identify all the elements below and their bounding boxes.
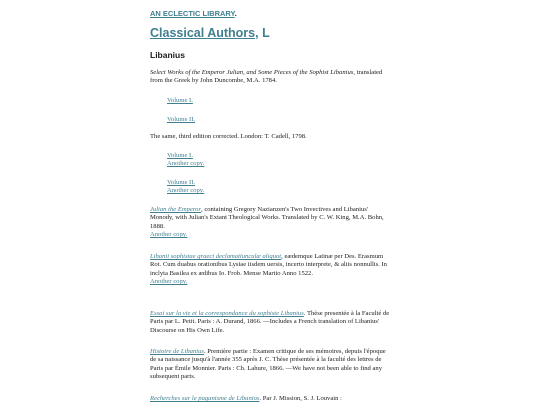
- entry-libanii-declamatiunculae: [150, 253, 392, 287]
- page-title-letter: , L: [255, 26, 270, 40]
- third-edition-volume-2-link[interactable]: Volume II.: [167, 179, 196, 186]
- site-header-dot: .: [234, 9, 237, 18]
- third-edition-volume-1-copy-link[interactable]: Another copy.: [167, 160, 205, 168]
- another-copy-link[interactable]: Another copy.: [150, 278, 188, 286]
- site-header: [150, 9, 237, 18]
- volume-2-link[interactable]: Volume II.: [167, 116, 196, 123]
- entry-histoire-de-libanius: [150, 348, 392, 382]
- third-edition-volume-2-copy-link[interactable]: Another copy.: [167, 187, 205, 195]
- classical-authors-link[interactable]: Classical Authors: [150, 26, 256, 40]
- entry-description: . Première partie : Examen critique de ses mémoires, depuis l'époque de sa naissance jusqu'à l'année 355 après J. C. Thèse présentée à la faculté des lettres de Paris par Émile Monnier. Paris : Ch. Lahure, 1866. —We have not been able to find any subsequent parts.: [150, 348, 386, 381]
- entry-julian-the-emperor: [150, 206, 392, 240]
- libanii-declamatiunculae-link[interactable]: Libanii sophistae graeci declamatiunculæ aliquot: [150, 253, 282, 260]
- entry-essai-sur-la-vie: [150, 310, 392, 335]
- another-copy-link[interactable]: Another copy.: [150, 231, 188, 239]
- recherches-sur-le-paganisme-link[interactable]: Recherches sur le paganisme de Libanios: [150, 395, 260, 402]
- entry-description: , containing Gregory Nazianzen's Two Invectives and Libanius' Monody, with Julian's Extant Theological Works. Translated by C. W. King, M.A. Bohn, 1888.: [150, 206, 384, 230]
- site-home-link[interactable]: AN ECLECTIC LIBRARY: [150, 9, 235, 18]
- histoire-de-libanius-link[interactable]: Histoire de Libanius: [150, 348, 204, 355]
- author-heading: Libanius: [150, 50, 185, 60]
- entry-description: , translated from the Greek by John Duncombe, M.A. 1784.: [150, 69, 383, 85]
- entry-select-works: [150, 69, 392, 86]
- essai-sur-la-vie-link[interactable]: Essai sur la vie et la correspondance du sophiste Libanius: [150, 310, 304, 317]
- third-edition-volume-1-link[interactable]: Volume I.: [167, 152, 193, 159]
- third-edition-volume-2-group: [167, 179, 204, 196]
- page-title: [150, 26, 270, 40]
- entry-third-edition: The same, third edition corrected. London: T. Cadell, 1798.: [150, 133, 307, 140]
- entry-recherches-sur-le-paganisme: [150, 395, 392, 403]
- julian-the-emperor-link[interactable]: Julian the Emperor: [150, 206, 202, 213]
- entry-title: Select Works of the Emperor Julian, and Some Pieces of the Sophist Libanius: [150, 69, 354, 76]
- third-edition-volume-1-group: [167, 152, 204, 169]
- entry-description: . Thèse presentée à la Faculté de Paris par L. Petit. Paris : A. Durand, 1866. —Includes a French translation of Libanius' Discourse on His Own Life.: [150, 310, 390, 334]
- entry-description: . Par J. Mission, S. J. Louvain :: [259, 395, 342, 402]
- entry-description: , eædemque Latinæ per Des. Erasmum Rot. Cum duabus orationibus Lysiae iisdem uersis, incerto interprete, & aliis nonnullis. In inclyta Basilea ex ædibus Io. Frob. Mense Martio Anno 1522.: [150, 253, 387, 277]
- volume-1-link[interactable]: Volume I.: [167, 97, 193, 104]
